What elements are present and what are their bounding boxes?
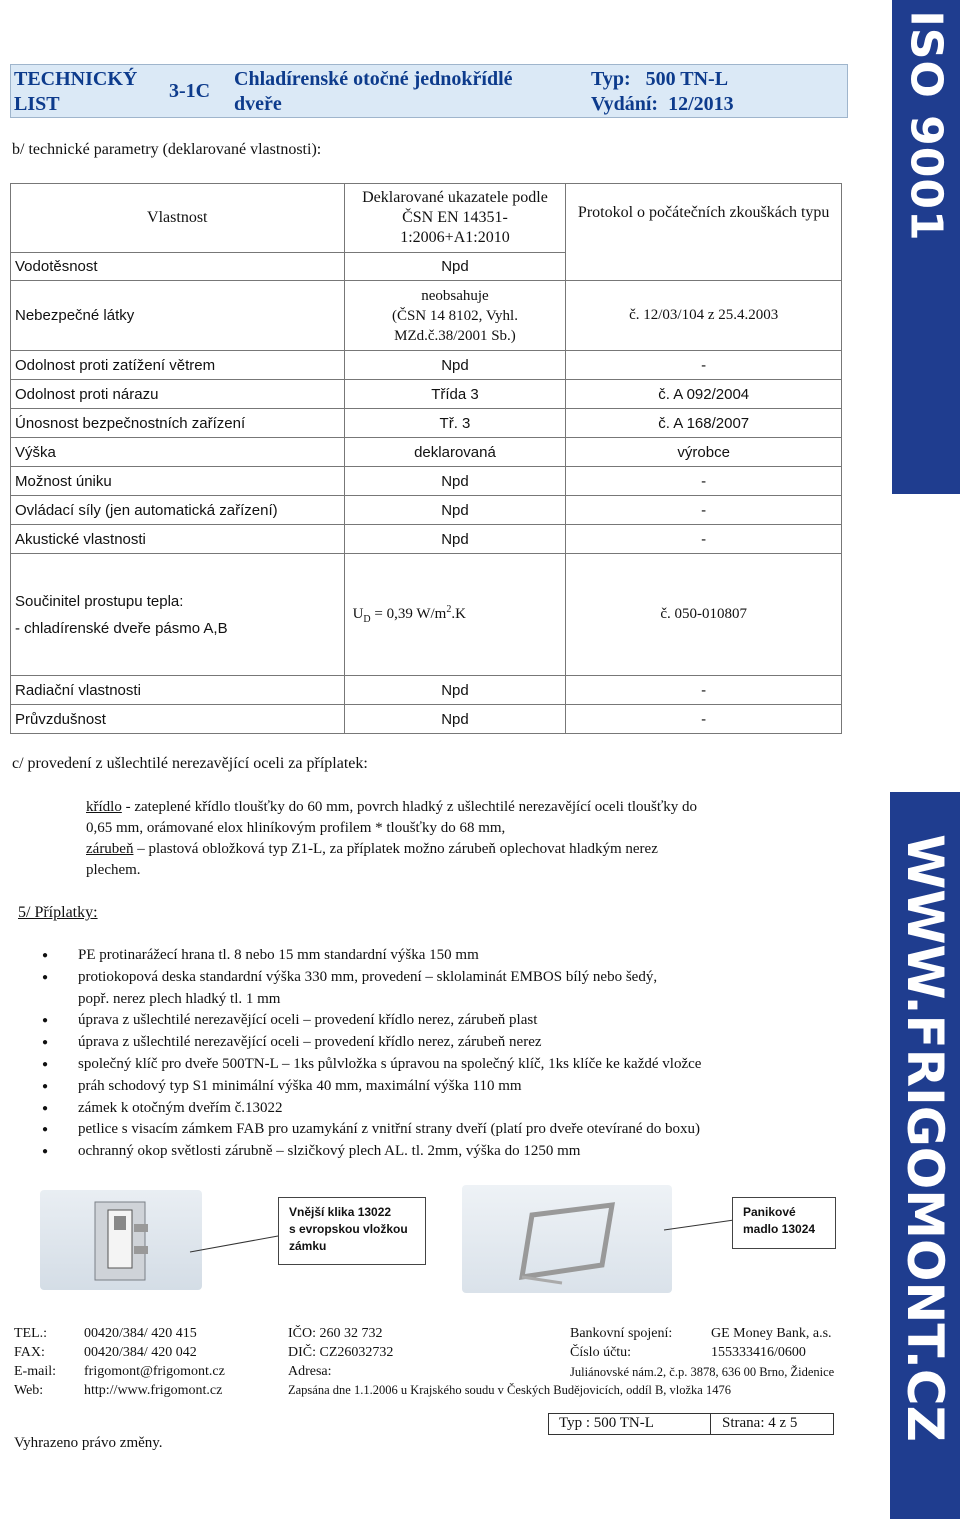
lock-image: [40, 1190, 202, 1290]
list-item: ● úprava z ušlechtilé nerezavějící oceli – provedení křídlo nerez, zárubeň plast: [78, 1010, 858, 1032]
cell-protocol: č. 050-010807: [566, 554, 842, 676]
u-value: = 0,39 W/m: [370, 606, 447, 622]
u-subscript: D: [363, 614, 371, 625]
table-row: [11, 705, 842, 734]
page-number: Strana: 4 z 5: [722, 1415, 798, 1431]
address-label: Adresa:: [288, 1364, 332, 1379]
list-item: ● protiokopová deska standardní výška 330 mm, provedení – sklolaminát EMBOS bílý nebo šedý,: [78, 967, 858, 989]
handle-callout: [278, 1197, 426, 1265]
tel-number: 00420/384/ 420 415: [84, 1326, 197, 1341]
cell-declared: Npd: [344, 676, 566, 705]
cell-declared: [344, 554, 566, 676]
bank-label: Bankovní spojení:: [570, 1326, 673, 1341]
cell-declared: Tř. 3: [344, 409, 566, 438]
header-declared: Deklarované ukazatele podle ČSN EN 14351-1:2006+A1:2010: [344, 184, 566, 253]
cell-property-line: Součinitel prostupu tepla:: [15, 592, 184, 610]
tel-label: TEL.:: [14, 1326, 48, 1341]
doc-title-line2: LIST: [14, 93, 60, 115]
cell-property: Únosnost bezpečnostních zařízení: [11, 409, 345, 438]
callout-line: madlo 13024: [743, 1222, 816, 1236]
cell-declared: Npd: [344, 253, 566, 281]
header-property: Vlastnost: [11, 184, 345, 253]
doc-title-line1: TECHNICKÝ: [14, 68, 138, 90]
iso-9001-logo: ISO 9001: [900, 10, 952, 242]
cell-declared: Npd: [344, 496, 566, 525]
cell-declared: Npd: [344, 705, 566, 734]
page-type: Typ : 500 TN-L: [559, 1415, 654, 1431]
cell-declared: Třída 3: [344, 380, 566, 409]
cell-property: Nebezpečné látky: [11, 281, 345, 351]
cell-protocol: č. A 168/2007: [566, 409, 842, 438]
cell-protocol: -: [566, 676, 842, 705]
panic-callout: [732, 1197, 836, 1249]
cell-property: Vodotěsnost: [11, 253, 345, 281]
cell-declared: Npd: [344, 467, 566, 496]
cell-protocol: výrobce: [566, 438, 842, 467]
kridlo-line-2: 0,65 mm, orámované elox hliníkovým profilem * tloušťky do 68 mm,: [86, 820, 506, 836]
bank-name: GE Money Bank, a.s.: [711, 1326, 832, 1341]
table-row: [11, 409, 842, 438]
header-bar: [10, 64, 848, 118]
zaruben-line: [86, 839, 876, 860]
address: Juliánovské nám.2, č.p. 3878, 636 00 Brno, Židenice: [570, 1365, 835, 1379]
list-item: ● PE protinarážecí hrana tl. 8 nebo 15 mm standardní výška 150 mm: [78, 945, 858, 967]
web-label: Web:: [14, 1383, 44, 1398]
page-info-box: [548, 1413, 834, 1435]
footer-labels: [14, 1324, 56, 1400]
cell-declared: Npd: [344, 351, 566, 380]
callout-line: zámku: [289, 1239, 327, 1253]
zaruben-label: zárubeň: [86, 841, 134, 857]
cell-protocol: -: [566, 351, 842, 380]
fax-label: FAX:: [14, 1345, 45, 1360]
cell-declared-line: neobsahuje: [421, 287, 489, 304]
kridlo-text: - zateplené křídlo tloušťky do 60 mm, povrch hladký z ušlechtilé nerezavějící oceli tloušťky do: [121, 799, 697, 815]
table-row: [11, 676, 842, 705]
registration-note: Zapsána dne 1.1.2006 u Krajského soudu v Českých Budějovicích, oddíl B, vložka 1476: [288, 1383, 731, 1397]
footer-bank-values: [711, 1324, 832, 1362]
product-name-line1: Chladírenské otočné jednokřídlé: [234, 68, 513, 90]
cell-property: Průvzdušnost: [11, 705, 345, 734]
kridlo-label: křídlo: [86, 799, 122, 815]
table-row: [11, 380, 842, 409]
table-row: [11, 554, 842, 676]
cell-protocol: -: [566, 467, 842, 496]
email-link[interactable]: frigomont@frigomont.cz: [84, 1364, 225, 1379]
zaruben-line-2: plechem.: [86, 862, 141, 878]
table-header-row: [11, 184, 842, 253]
callout-arrow: [660, 1208, 740, 1238]
u-unit-exponent: 2: [446, 604, 452, 615]
issue-date: Vydání: 12/2013: [591, 93, 734, 115]
cell-property: Odolnost proti nárazu: [11, 380, 345, 409]
stainless-description: [86, 797, 876, 881]
fax-number: 00420/384/ 420 042: [84, 1345, 197, 1360]
cell-property: Radiační vlastnosti: [11, 676, 345, 705]
list-item: ● zámek k otočným dveřím č.13022: [78, 1098, 858, 1120]
callout-line: s evropskou vložkou: [289, 1222, 408, 1236]
cell-declared: Npd: [344, 525, 566, 554]
cell-property: Akustické vlastnosti: [11, 525, 345, 554]
account-number: 155333416/0600: [711, 1345, 806, 1360]
callout-line: Panikové: [743, 1205, 796, 1219]
list-item: ● petlice s visacím zámkem FAB pro uzamykání z vnitřní strany dveří (platí pro dveře otevírané do boxu): [78, 1119, 858, 1141]
cell-property: Možnost úniku: [11, 467, 345, 496]
web-link[interactable]: http://www.frigomont.cz: [84, 1383, 223, 1398]
footer-company: [288, 1324, 393, 1381]
table-row: [11, 281, 842, 351]
dic: DIČ: CZ26032732: [288, 1345, 394, 1360]
website-logo: WWW.FRIGOMONT.CZ: [896, 834, 954, 1442]
section-b-title: b/ technické parametry (deklarované vlastnosti):: [12, 141, 322, 158]
panic-bar-image: [462, 1185, 672, 1293]
section-c-title: c/ provedení z ušlechtilé nerezavějící oceli za příplatek:: [12, 755, 368, 772]
cell-property: Ovládací síly (jen automatická zařízení): [11, 496, 345, 525]
cell-declared-line: (ČSN 14 8102, Vyhl.: [391, 307, 518, 324]
ico: IČO: 260 32 732: [288, 1326, 383, 1341]
table-row: [11, 467, 842, 496]
callout-line: Vnější klika 13022: [289, 1205, 392, 1219]
table-row: [11, 351, 842, 380]
cell-property: [11, 554, 345, 676]
cell-protocol: č. 12/03/104 z 25.4.2003: [566, 281, 842, 351]
list-item: ● úprava z ušlechtilé nerezavějící oceli – provedení křídlo nerez, zárubeň nerez: [78, 1032, 858, 1054]
cell-protocol: č. A 092/2004: [566, 380, 842, 409]
list-item: ● práh schodový typ S1 minimální výška 40 mm, maximální výška 110 mm: [78, 1076, 858, 1098]
callout-arrow: [180, 1230, 280, 1260]
list-item-continuation: popř. nerez plech hladký tl. 1 mm: [78, 990, 281, 1007]
cell-property-line: - chladírenské dveře pásmo A,B: [15, 619, 228, 637]
header-protocol-text: Protokol o počátečních zkouškách typu: [577, 204, 830, 221]
product-name-line2: dveře: [234, 93, 282, 115]
list-item: ● společný klíč pro dveře 500TN-L – 1ks půlvložka s úpravou na společný klíč, 1ks klíče ke každé vložce: [78, 1054, 858, 1076]
iso-band: [892, 0, 960, 494]
u-unit-tail: .K: [451, 606, 466, 622]
cell-protocol: -: [566, 496, 842, 525]
cell-declared: deklarovaná: [344, 438, 566, 467]
doc-code: 3-1C: [169, 80, 211, 102]
kridlo-line: [86, 797, 876, 818]
email-label: E-mail:: [14, 1364, 56, 1379]
section-5-title: 5/ Příplatky:: [18, 904, 98, 921]
surcharges-list: [78, 945, 858, 1163]
parameters-table: [10, 183, 842, 734]
footer-bank-labels: [570, 1324, 672, 1362]
account-label: Číslo účtu:: [570, 1345, 632, 1360]
cell-protocol: -: [566, 525, 842, 554]
cell-declared-line: MZd.č.38/2001 Sb.): [394, 327, 516, 344]
cell-property: Výška: [11, 438, 345, 467]
door-lock-icon: [40, 1190, 202, 1290]
cell-declared: [344, 281, 566, 351]
table-row: [11, 496, 842, 525]
table-row: [11, 525, 842, 554]
cell-protocol: -: [566, 705, 842, 734]
product-type: Typ: 500 TN-L: [591, 68, 729, 90]
list-item: ● ochranný okop světlosti zárubně – slzičkový plech AL. tl. 2mm, výška do 1250 mm: [78, 1141, 858, 1163]
footer-contacts: [84, 1324, 225, 1400]
zaruben-text: – plastová obložková typ Z1-L, za příplatek možno zárubeň oplechovat hladkým nerez: [133, 841, 658, 857]
rights-reserved: Vyhrazeno právo změny.: [14, 1435, 163, 1451]
table-row: [11, 438, 842, 467]
header-protocol: [566, 184, 842, 281]
panic-bar-icon: [462, 1185, 672, 1293]
page-box-divider: [710, 1414, 711, 1434]
u-symbol: U: [352, 606, 364, 622]
website-band: [890, 792, 960, 1519]
cell-property: Odolnost proti zatížení větrem: [11, 351, 345, 380]
